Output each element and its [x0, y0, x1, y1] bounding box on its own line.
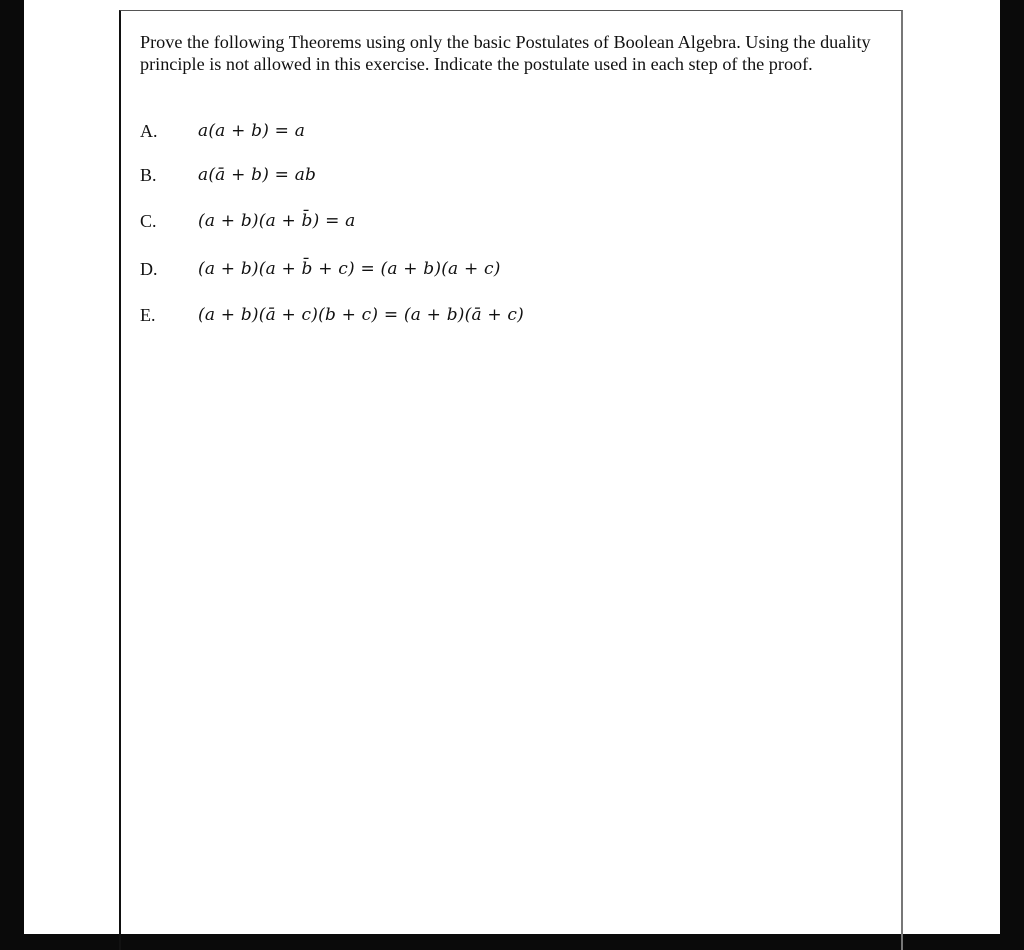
theorem-expression: (a + b)(a + b̄ + c) = (a + b)(a + c): [198, 259, 501, 279]
theorem-a: [140, 118, 305, 144]
theorem-label: B.: [140, 164, 157, 185]
theorem-label: E.: [140, 304, 156, 325]
page: [24, 0, 1000, 934]
theorem-label: A.: [140, 120, 158, 141]
instructions-text: Prove the following Theorems using only the basic Postulates of Boolean Algebra. Using the duality principle is not allowed in this exercise. Indicate the postulate used in each step of the proof.: [140, 32, 871, 74]
theorem-e: [140, 302, 524, 328]
theorem-expression: a(ā + b) = ab: [198, 165, 317, 185]
exercise-box: [119, 10, 903, 950]
theorem-label: C.: [140, 210, 157, 231]
theorem-label: D.: [140, 258, 158, 279]
theorem-expression: a(a + b) = a: [198, 121, 306, 141]
theorem-expression: (a + b)(ā + c)(b + c) = (a + b)(ā + c): [198, 305, 524, 325]
theorem-d: [140, 256, 501, 282]
theorem-c: [140, 208, 355, 234]
theorem-expression: (a + b)(a + b̄) = a: [198, 211, 356, 231]
theorem-b: [140, 162, 316, 188]
